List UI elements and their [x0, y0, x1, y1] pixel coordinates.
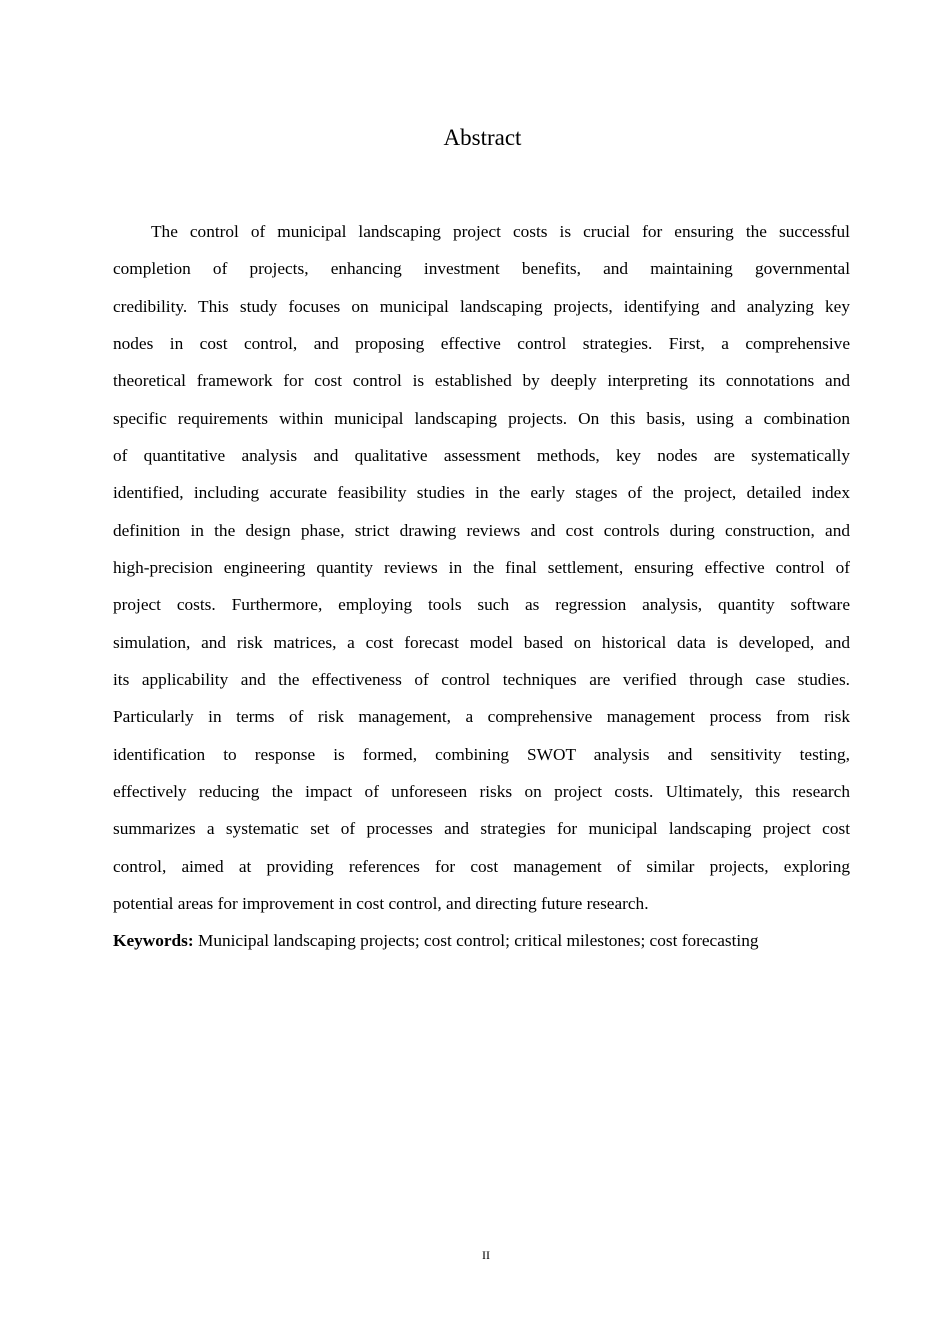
abstract-line: high-precision engineering quantity reviews in the final settlement, ensuring effective control of	[113, 557, 850, 577]
abstract-line: control, aimed at providing references for cost management of similar projects, exploring	[113, 856, 850, 876]
abstract-line: summarizes a systematic set of processes and strategies for municipal landscaping project cost	[113, 819, 850, 839]
abstract-line: Particularly in terms of risk management, a comprehensive management process from risk	[113, 707, 850, 727]
abstract-line: identified, including accurate feasibility studies in the early stages of the project, detailed index	[113, 483, 850, 503]
abstract-line: potential areas for improvement in cost control, and directing future research.	[113, 893, 649, 913]
keywords-text: Municipal landscaping projects; cost control; critical milestones; cost forecasting	[193, 931, 759, 951]
page-title: Abstract	[443, 125, 522, 150]
abstract-line: credibility. This study focuses on municipal landscaping projects, identifying and analyzing key	[113, 296, 850, 316]
abstract-line: of quantitative analysis and qualitative assessment methods, key nodes are systematically	[113, 445, 850, 465]
abstract-line: nodes in cost control, and proposing effective control strategies. First, a comprehensive	[113, 333, 850, 353]
abstract-line: its applicability and the effectiveness of control techniques are verified through case studies.	[113, 669, 850, 689]
abstract-line: project costs. Furthermore, employing tools such as regression analysis, quantity software	[113, 595, 850, 615]
keywords-label: Keywords:	[113, 931, 194, 951]
keywords	[113, 922, 850, 959]
abstract-line: The control of municipal landscaping project costs is crucial for ensuring the successful	[151, 222, 850, 241]
page-number: II	[482, 1248, 490, 1262]
abstract-line: identification to response is formed, combining SWOT analysis and sensitivity testing,	[113, 744, 850, 764]
abstract-line: specific requirements within municipal landscaping projects. On this basis, using a combination	[113, 408, 850, 428]
abstract-line: simulation, and risk matrices, a cost forecast model based on historical data is developed, and	[113, 632, 850, 652]
abstract-line: completion of projects, enhancing investment benefits, and maintaining governmental	[113, 259, 850, 279]
abstract-line: theoretical framework for cost control is established by deeply interpreting its connotations and	[113, 371, 850, 391]
abstract-body	[113, 213, 850, 960]
abstract-line: definition in the design phase, strict drawing reviews and cost controls during construction, and	[113, 520, 850, 540]
abstract-line: effectively reducing the impact of unforeseen risks on project costs. Ultimately, this research	[113, 781, 850, 801]
